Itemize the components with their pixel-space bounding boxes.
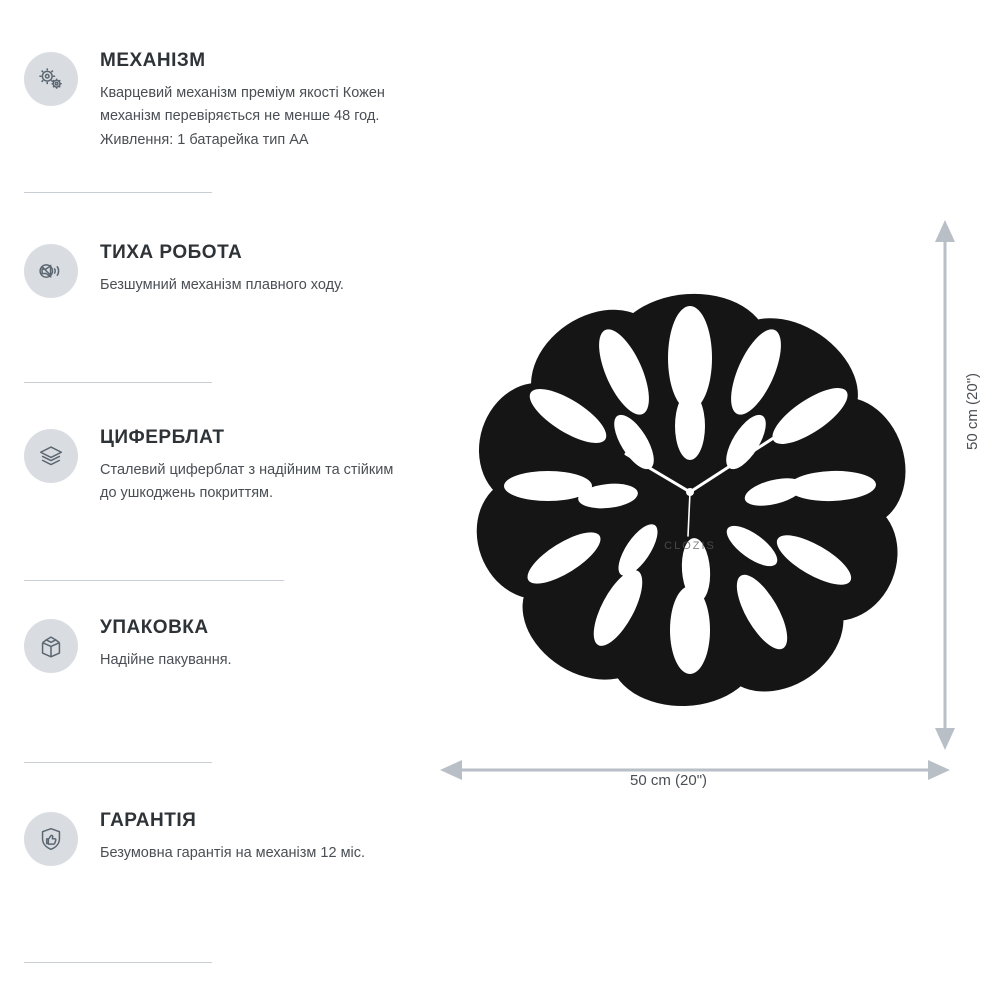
gears-icon (24, 52, 78, 106)
feature-description: Надійне пакування. (100, 652, 232, 668)
shield-thumbsup-icon (24, 812, 78, 866)
feature-title: ТИХА РОБОТА (100, 242, 243, 263)
open-box-icon (24, 619, 78, 673)
feature-title: УПАКОВКА (100, 617, 209, 638)
feature-title: ЦИФЕРБЛАТ (100, 427, 225, 448)
feature-description: Сталевий циферблат з надійним та стійким до ушкоджень покриттям. (100, 462, 394, 502)
height-dimension-label: 50 cm (20") (964, 372, 981, 450)
layers-icon (24, 429, 78, 483)
product-preview (430, 200, 990, 820)
feature-list (0, 0, 420, 1000)
width-dimension-label: 50 cm (20") (630, 772, 708, 789)
feature-item-dial (24, 425, 424, 506)
feature-item-warranty (24, 808, 424, 866)
wall-clock-image (440, 230, 940, 730)
feature-title: МЕХАНІЗМ (100, 50, 206, 71)
mute-speaker-icon (24, 244, 78, 298)
feature-item-packaging (24, 615, 424, 673)
feature-title: ГАРАНТІЯ (100, 810, 197, 831)
feature-description: Безшумний механізм плавного ходу. (100, 277, 344, 293)
clock-petal-shape (460, 286, 922, 715)
feature-text-block (100, 615, 232, 672)
feature-description: Кварцевий механізм преміум якості Кожен механізм перевіряється не менше 48 год. Живлення: 1 батарейка тип AA (100, 85, 385, 148)
feature-text-block (100, 48, 400, 152)
feature-text-block (100, 808, 365, 865)
feature-text-block (100, 425, 400, 506)
feature-divider (24, 382, 212, 383)
feature-item-mechanism (24, 48, 424, 152)
feature-description: Безумовна гарантія на механізм 12 міс. (100, 845, 366, 861)
feature-divider (24, 192, 212, 193)
feature-divider (24, 962, 212, 963)
brand-logo: CLOZIS (664, 540, 716, 552)
clock-center-cap (686, 488, 694, 496)
height-dimension-arrow (930, 220, 960, 750)
feature-divider (24, 580, 284, 581)
feature-divider (24, 762, 212, 763)
feature-text-block (100, 240, 344, 297)
feature-item-silent (24, 240, 424, 298)
